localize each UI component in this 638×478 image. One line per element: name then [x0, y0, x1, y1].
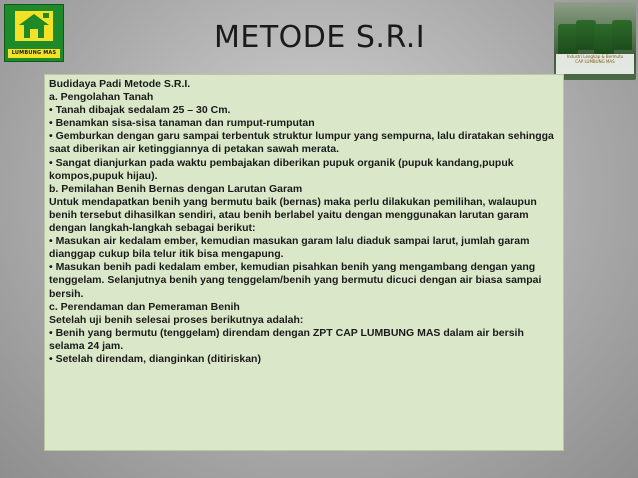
product-banner-line1: Industri Lengkap & Bermutu [566, 54, 624, 59]
content-line: Setelah uji benih selesai proses berikutnya adalah: [49, 313, 304, 326]
content-line: • Masukan benih padi kedalam ember, kemudian pisahkan benih yang mengambang dengan yang tenggelam. Selanjutnya benih yang tenggelam/benih yang bermutu dicuci dengan air biasa sampai bersih. [49, 261, 542, 300]
content-line: c. Perendaman dan Pemeraman Benih [49, 300, 240, 313]
logo-text: LUMBUNG MAS [8, 49, 60, 58]
content-line: b. Pemilahan Benih Bernas dengan Larutan Garam [49, 182, 303, 195]
content-line: • Gemburkan dengan garu sampai terbentuk struktur lumpur yang sempurna, lalu diratakan sehingga saat diberikan air ketinggiannya di petakan sawah merata. [49, 130, 554, 156]
content-line: • Benih yang bermutu (tenggelam) direndam dengan ZPT CAP LUMBUNG MAS dalam air bersih selama 24 jam. [49, 326, 524, 352]
content-line: a. Pengolahan Tanah [49, 91, 154, 104]
content-line: • Benamkan sisa-sisa tanaman dan rumput-rumputan [49, 117, 315, 130]
content-line: Budidaya Padi Metode S.R.I. [49, 78, 191, 90]
product-banner-line2: CAP LUMBUNG MAS [575, 59, 615, 64]
content-box [44, 74, 564, 451]
lumbung-mas-logo [4, 4, 64, 62]
content-line: Untuk mendapatkan benih yang bermutu baik (bernas) maka perlu dilakukan pemilihan, walaupun benih tersebut dihasilkan sendiri, atau benih berlabel yaitu dengan menggunakan larutan garam dengan langkah-langkah sebagai berikut: [49, 195, 537, 235]
content-line: • Sangat dianjurkan pada waktu pembajakan diberikan pupuk organik (pupuk kandang,pupuk kompos,pupuk hijau). [49, 156, 514, 182]
barn-icon [13, 9, 55, 43]
slide-title: METODE S.R.I [214, 20, 426, 55]
product-banner [556, 54, 634, 74]
content-line: • Tanah dibajak sedalam 25 – 30 Cm. [49, 104, 231, 117]
content-line: • Setelah direndam, dianginkan (ditiriskan) [49, 352, 261, 365]
content-line: • Masukan air kedalam ember, kemudian masukan garam lalu diaduk sampai larut, jumlah garam dianggap cukup bila telur itik bisa mengapung. [49, 235, 530, 261]
product-image [554, 2, 636, 80]
